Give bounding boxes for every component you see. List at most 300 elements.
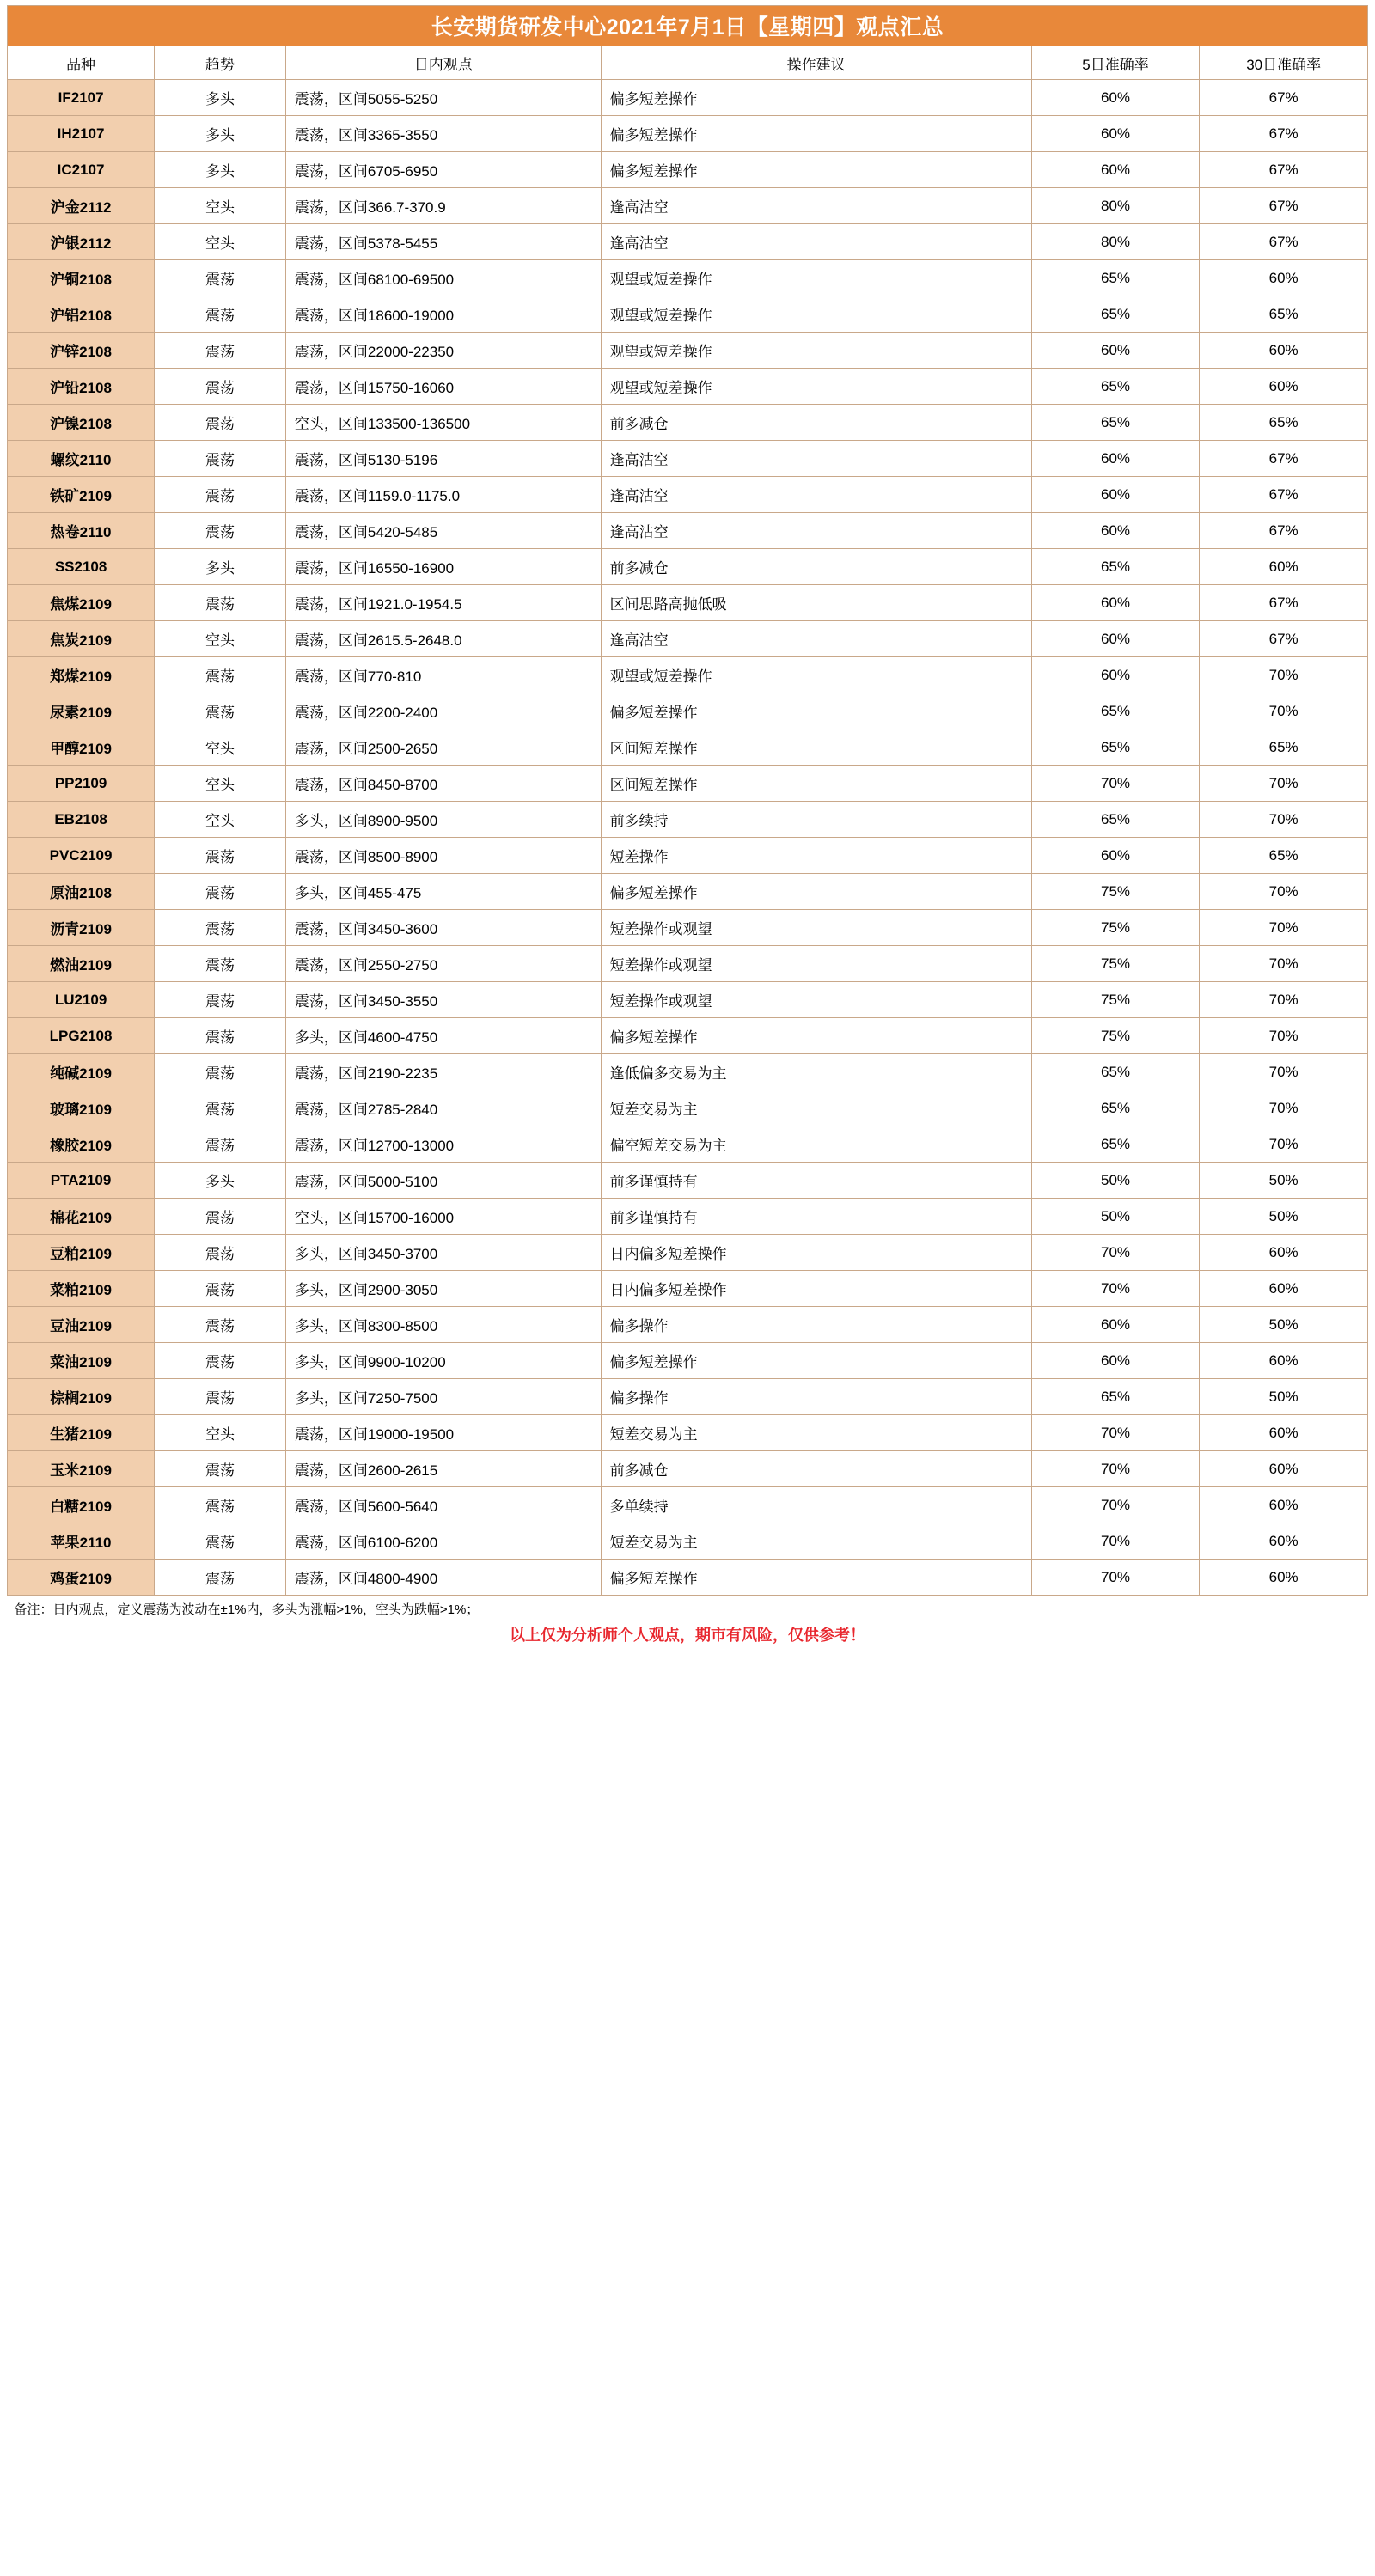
cell-advice: 区间短差操作: [601, 729, 1031, 766]
table-row: [8, 874, 1368, 910]
cell-view: 多头，区间4600-4750: [285, 1018, 601, 1054]
table-row: [8, 838, 1368, 874]
cell-advice: 偏多短差操作: [601, 1343, 1031, 1379]
page-title: 长安期货研发中心2021年7月1日【星期四】观点汇总: [8, 6, 1368, 46]
table-row: [8, 80, 1368, 116]
cell-accuracy-30d: 70%: [1200, 910, 1368, 946]
cell-variety: 螺纹2110: [8, 441, 155, 477]
cell-advice: 偏多操作: [601, 1379, 1031, 1415]
cell-view: 震荡，区间22000-22350: [285, 333, 601, 369]
cell-variety: 燃油2109: [8, 946, 155, 982]
table-row: [8, 946, 1368, 982]
cell-view: 震荡，区间2615.5-2648.0: [285, 621, 601, 657]
cell-view: 空头，区间133500-136500: [285, 405, 601, 441]
cell-advice: 逢高沽空: [601, 224, 1031, 260]
table-row: [8, 585, 1368, 621]
cell-accuracy-5d: 70%: [1031, 1451, 1200, 1487]
cell-accuracy-5d: 70%: [1031, 1487, 1200, 1523]
table-row: [8, 982, 1368, 1018]
cell-trend: 多头: [155, 549, 286, 585]
cell-variety: 纯碱2109: [8, 1054, 155, 1090]
cell-accuracy-30d: 60%: [1200, 1343, 1368, 1379]
cell-accuracy-30d: 70%: [1200, 693, 1368, 729]
cell-view: 震荡，区间2500-2650: [285, 729, 601, 766]
cell-accuracy-30d: 50%: [1200, 1163, 1368, 1199]
table-row: [8, 188, 1368, 224]
table-row: [8, 1560, 1368, 1596]
cell-accuracy-30d: 60%: [1200, 1271, 1368, 1307]
cell-view: 多头，区间7250-7500: [285, 1379, 601, 1415]
cell-variety: 玻璃2109: [8, 1090, 155, 1126]
cell-accuracy-30d: 65%: [1200, 838, 1368, 874]
cell-variety: 棉花2109: [8, 1199, 155, 1235]
cell-accuracy-30d: 60%: [1200, 1523, 1368, 1560]
cell-view: 震荡，区间68100-69500: [285, 260, 601, 296]
cell-accuracy-5d: 75%: [1031, 874, 1200, 910]
table-row: [8, 910, 1368, 946]
cell-accuracy-30d: 50%: [1200, 1379, 1368, 1415]
cell-accuracy-5d: 65%: [1031, 1379, 1200, 1415]
cell-trend: 震荡: [155, 513, 286, 549]
cell-accuracy-5d: 70%: [1031, 1560, 1200, 1596]
cell-view: 多头，区间455-475: [285, 874, 601, 910]
note-row: [8, 1596, 1368, 1622]
table-row: [8, 1379, 1368, 1415]
cell-view: 震荡，区间5420-5485: [285, 513, 601, 549]
cell-trend: 震荡: [155, 1307, 286, 1343]
table-row: [8, 1126, 1368, 1163]
table-row: [8, 549, 1368, 585]
cell-accuracy-5d: 60%: [1031, 80, 1200, 116]
table-row: [8, 513, 1368, 549]
cell-trend: 震荡: [155, 1560, 286, 1596]
cell-variety: IC2107: [8, 152, 155, 188]
cell-view: 震荡，区间19000-19500: [285, 1415, 601, 1451]
table-row: [8, 621, 1368, 657]
cell-view: 震荡，区间2550-2750: [285, 946, 601, 982]
cell-accuracy-30d: 67%: [1200, 441, 1368, 477]
cell-accuracy-30d: 70%: [1200, 802, 1368, 838]
table-row: [8, 224, 1368, 260]
cell-trend: 震荡: [155, 405, 286, 441]
column-header-intraday-view: 日内观点: [285, 46, 601, 80]
cell-variety: 沪铜2108: [8, 260, 155, 296]
cell-accuracy-5d: 65%: [1031, 729, 1200, 766]
cell-variety: EB2108: [8, 802, 155, 838]
cell-advice: 短差交易为主: [601, 1415, 1031, 1451]
cell-accuracy-5d: 60%: [1031, 585, 1200, 621]
cell-advice: 前多减仓: [601, 549, 1031, 585]
cell-advice: 偏多操作: [601, 1307, 1031, 1343]
cell-accuracy-5d: 60%: [1031, 1343, 1200, 1379]
cell-variety: 棕榈2109: [8, 1379, 155, 1415]
table-row: [8, 1415, 1368, 1451]
cell-variety: 豆粕2109: [8, 1235, 155, 1271]
table-row: [8, 152, 1368, 188]
cell-view: 震荡，区间2785-2840: [285, 1090, 601, 1126]
cell-accuracy-30d: 60%: [1200, 1487, 1368, 1523]
table-row: [8, 729, 1368, 766]
cell-accuracy-30d: 67%: [1200, 513, 1368, 549]
table-row: [8, 260, 1368, 296]
cell-trend: 震荡: [155, 1090, 286, 1126]
cell-view: 震荡，区间1921.0-1954.5: [285, 585, 601, 621]
cell-advice: 逢高沽空: [601, 441, 1031, 477]
table-row: [8, 1307, 1368, 1343]
cell-advice: 前多减仓: [601, 1451, 1031, 1487]
cell-variety: 沥青2109: [8, 910, 155, 946]
cell-advice: 前多减仓: [601, 405, 1031, 441]
cell-trend: 震荡: [155, 1235, 286, 1271]
cell-trend: 震荡: [155, 946, 286, 982]
cell-trend: 震荡: [155, 982, 286, 1018]
table-row: [8, 766, 1368, 802]
cell-accuracy-30d: 70%: [1200, 982, 1368, 1018]
cell-accuracy-5d: 70%: [1031, 1235, 1200, 1271]
cell-view: 震荡，区间2200-2400: [285, 693, 601, 729]
column-header-advice: 操作建议: [601, 46, 1031, 80]
cell-accuracy-30d: 65%: [1200, 296, 1368, 333]
cell-trend: 震荡: [155, 333, 286, 369]
cell-view: 震荡，区间1159.0-1175.0: [285, 477, 601, 513]
cell-accuracy-5d: 80%: [1031, 224, 1200, 260]
cell-accuracy-30d: 70%: [1200, 766, 1368, 802]
cell-trend: 震荡: [155, 838, 286, 874]
cell-trend: 震荡: [155, 910, 286, 946]
table-row: [8, 802, 1368, 838]
title-row: [8, 6, 1368, 46]
cell-trend: 空头: [155, 1415, 286, 1451]
cell-accuracy-5d: 65%: [1031, 1054, 1200, 1090]
cell-variety: 沪锌2108: [8, 333, 155, 369]
cell-accuracy-5d: 65%: [1031, 1090, 1200, 1126]
cell-advice: 偏空短差交易为主: [601, 1126, 1031, 1163]
table-row: [8, 693, 1368, 729]
cell-view: 震荡，区间5130-5196: [285, 441, 601, 477]
table-row: [8, 1523, 1368, 1560]
cell-trend: 震荡: [155, 1487, 286, 1523]
cell-advice: 短差操作或观望: [601, 946, 1031, 982]
cell-advice: 观望或短差操作: [601, 296, 1031, 333]
cell-view: 震荡，区间3450-3600: [285, 910, 601, 946]
cell-accuracy-5d: 65%: [1031, 693, 1200, 729]
cell-advice: 观望或短差操作: [601, 333, 1031, 369]
cell-variety: 甲醇2109: [8, 729, 155, 766]
cell-variety: 沪铅2108: [8, 369, 155, 405]
cell-accuracy-5d: 60%: [1031, 838, 1200, 874]
cell-advice: 短差交易为主: [601, 1523, 1031, 1560]
cell-trend: 震荡: [155, 1126, 286, 1163]
cell-accuracy-5d: 60%: [1031, 333, 1200, 369]
cell-accuracy-30d: 50%: [1200, 1307, 1368, 1343]
cell-advice: 偏多短差操作: [601, 874, 1031, 910]
cell-trend: 空头: [155, 729, 286, 766]
cell-variety: 焦煤2109: [8, 585, 155, 621]
cell-advice: 偏多短差操作: [601, 693, 1031, 729]
cell-advice: 偏多短差操作: [601, 1018, 1031, 1054]
cell-variety: IH2107: [8, 116, 155, 152]
disclaimer-row: [8, 1621, 1368, 1647]
cell-trend: 震荡: [155, 1379, 286, 1415]
cell-advice: 逢高沽空: [601, 621, 1031, 657]
cell-view: 多头，区间8300-8500: [285, 1307, 601, 1343]
cell-variety: 沪铝2108: [8, 296, 155, 333]
cell-accuracy-5d: 60%: [1031, 477, 1200, 513]
cell-trend: 震荡: [155, 296, 286, 333]
cell-view: 震荡，区间4800-4900: [285, 1560, 601, 1596]
cell-advice: 偏多短差操作: [601, 152, 1031, 188]
table-row: [8, 1054, 1368, 1090]
cell-advice: 偏多短差操作: [601, 116, 1031, 152]
cell-advice: 观望或短差操作: [601, 260, 1031, 296]
cell-view: 震荡，区间5000-5100: [285, 1163, 601, 1199]
cell-variety: 沪金2112: [8, 188, 155, 224]
cell-advice: 逢高沽空: [601, 188, 1031, 224]
cell-accuracy-5d: 75%: [1031, 946, 1200, 982]
cell-variety: 苹果2110: [8, 1523, 155, 1560]
cell-accuracy-30d: 70%: [1200, 946, 1368, 982]
cell-view: 震荡，区间12700-13000: [285, 1126, 601, 1163]
cell-advice: 区间短差操作: [601, 766, 1031, 802]
cell-trend: 空头: [155, 188, 286, 224]
cell-accuracy-30d: 67%: [1200, 585, 1368, 621]
cell-variety: 郑煤2109: [8, 657, 155, 693]
cell-variety: 沪镍2108: [8, 405, 155, 441]
cell-variety: 尿素2109: [8, 693, 155, 729]
cell-advice: 观望或短差操作: [601, 369, 1031, 405]
table-row: [8, 441, 1368, 477]
cell-accuracy-5d: 50%: [1031, 1163, 1200, 1199]
cell-accuracy-5d: 80%: [1031, 188, 1200, 224]
cell-advice: 短差操作或观望: [601, 910, 1031, 946]
cell-accuracy-30d: 67%: [1200, 477, 1368, 513]
cell-variety: PVC2109: [8, 838, 155, 874]
cell-view: 震荡，区间5378-5455: [285, 224, 601, 260]
cell-view: 震荡，区间770-810: [285, 657, 601, 693]
cell-advice: 日内偏多短差操作: [601, 1271, 1031, 1307]
cell-variety: 豆油2109: [8, 1307, 155, 1343]
cell-trend: 震荡: [155, 1343, 286, 1379]
cell-accuracy-30d: 65%: [1200, 405, 1368, 441]
cell-advice: 前多续持: [601, 802, 1031, 838]
column-header-trend: 趋势: [155, 46, 286, 80]
cell-advice: 逢高沽空: [601, 477, 1031, 513]
cell-accuracy-5d: 60%: [1031, 1307, 1200, 1343]
cell-accuracy-5d: 60%: [1031, 621, 1200, 657]
cell-accuracy-30d: 60%: [1200, 1451, 1368, 1487]
cell-accuracy-5d: 70%: [1031, 1523, 1200, 1560]
table-row: [8, 1090, 1368, 1126]
cell-view: 震荡，区间3365-3550: [285, 116, 601, 152]
cell-variety: 菜粕2109: [8, 1271, 155, 1307]
cell-view: 多头，区间2900-3050: [285, 1271, 601, 1307]
cell-accuracy-30d: 70%: [1200, 657, 1368, 693]
cell-variety: 白糖2109: [8, 1487, 155, 1523]
cell-accuracy-5d: 65%: [1031, 802, 1200, 838]
table-row: [8, 1343, 1368, 1379]
cell-accuracy-5d: 60%: [1031, 152, 1200, 188]
table-row: [8, 405, 1368, 441]
cell-trend: 多头: [155, 1163, 286, 1199]
cell-trend: 震荡: [155, 1523, 286, 1560]
cell-variety: LU2109: [8, 982, 155, 1018]
cell-variety: 鸡蛋2109: [8, 1560, 155, 1596]
table-row: [8, 477, 1368, 513]
table-row: [8, 333, 1368, 369]
cell-trend: 震荡: [155, 441, 286, 477]
cell-accuracy-5d: 75%: [1031, 982, 1200, 1018]
cell-accuracy-30d: 60%: [1200, 1235, 1368, 1271]
cell-trend: 多头: [155, 152, 286, 188]
table-row: [8, 1487, 1368, 1523]
cell-view: 震荡，区间5600-5640: [285, 1487, 601, 1523]
cell-view: 震荡，区间16550-16900: [285, 549, 601, 585]
cell-advice: 逢低偏多交易为主: [601, 1054, 1031, 1090]
cell-trend: 震荡: [155, 260, 286, 296]
cell-variety: IF2107: [8, 80, 155, 116]
cell-trend: 空头: [155, 802, 286, 838]
cell-view: 空头，区间15700-16000: [285, 1199, 601, 1235]
cell-view: 震荡，区间6705-6950: [285, 152, 601, 188]
cell-accuracy-5d: 50%: [1031, 1199, 1200, 1235]
cell-trend: 震荡: [155, 874, 286, 910]
cell-advice: 前多谨慎持有: [601, 1163, 1031, 1199]
cell-trend: 多头: [155, 116, 286, 152]
cell-trend: 震荡: [155, 585, 286, 621]
cell-trend: 震荡: [155, 369, 286, 405]
cell-variety: SS2108: [8, 549, 155, 585]
cell-trend: 空头: [155, 621, 286, 657]
table-row: [8, 1018, 1368, 1054]
cell-trend: 震荡: [155, 657, 286, 693]
cell-trend: 空头: [155, 224, 286, 260]
cell-accuracy-30d: 67%: [1200, 621, 1368, 657]
cell-accuracy-5d: 70%: [1031, 766, 1200, 802]
cell-trend: 震荡: [155, 1271, 286, 1307]
cell-view: 震荡，区间3450-3550: [285, 982, 601, 1018]
table-row: [8, 1271, 1368, 1307]
table-row: [8, 296, 1368, 333]
cell-view: 震荡，区间2600-2615: [285, 1451, 601, 1487]
table-header-row: [8, 46, 1368, 80]
column-header-accuracy-30d: 30日准确率: [1200, 46, 1368, 80]
cell-accuracy-5d: 70%: [1031, 1415, 1200, 1451]
table-row: [8, 1199, 1368, 1235]
cell-view: 多头，区间3450-3700: [285, 1235, 601, 1271]
disclaimer-text: 以上仅为分析师个人观点，期市有风险，仅供参考！: [510, 1627, 865, 1644]
cell-variety: 沪银2112: [8, 224, 155, 260]
cell-advice: 短差交易为主: [601, 1090, 1031, 1126]
summary-table: [7, 5, 1368, 1647]
cell-advice: 日内偏多短差操作: [601, 1235, 1031, 1271]
cell-variety: 焦炭2109: [8, 621, 155, 657]
cell-view: 震荡，区间8450-8700: [285, 766, 601, 802]
table-row: [8, 369, 1368, 405]
cell-accuracy-5d: 60%: [1031, 441, 1200, 477]
cell-accuracy-30d: 60%: [1200, 260, 1368, 296]
cell-variety: 热卷2110: [8, 513, 155, 549]
cell-variety: 玉米2109: [8, 1451, 155, 1487]
cell-view: 震荡，区间8500-8900: [285, 838, 601, 874]
cell-variety: 生猪2109: [8, 1415, 155, 1451]
cell-variety: PP2109: [8, 766, 155, 802]
cell-advice: 前多谨慎持有: [601, 1199, 1031, 1235]
cell-view: 多头，区间9900-10200: [285, 1343, 601, 1379]
cell-view: 震荡，区间15750-16060: [285, 369, 601, 405]
cell-accuracy-5d: 60%: [1031, 657, 1200, 693]
cell-accuracy-5d: 65%: [1031, 549, 1200, 585]
cell-accuracy-5d: 75%: [1031, 910, 1200, 946]
cell-trend: 震荡: [155, 1451, 286, 1487]
cell-view: 震荡，区间6100-6200: [285, 1523, 601, 1560]
cell-view: 多头，区间8900-9500: [285, 802, 601, 838]
cell-accuracy-30d: 70%: [1200, 1090, 1368, 1126]
cell-accuracy-30d: 70%: [1200, 1018, 1368, 1054]
cell-accuracy-30d: 60%: [1200, 1560, 1368, 1596]
cell-accuracy-30d: 67%: [1200, 80, 1368, 116]
cell-accuracy-30d: 60%: [1200, 333, 1368, 369]
footnote-text: 备注：日内观点，定义震荡为波动在±1%内，多头为涨幅>1%，空头为跌幅>1%；: [14, 1602, 480, 1617]
cell-view: 震荡，区间5055-5250: [285, 80, 601, 116]
cell-accuracy-5d: 65%: [1031, 296, 1200, 333]
cell-accuracy-30d: 60%: [1200, 549, 1368, 585]
cell-advice: 偏多短差操作: [601, 1560, 1031, 1596]
cell-accuracy-5d: 65%: [1031, 405, 1200, 441]
cell-advice: 短差操作: [601, 838, 1031, 874]
cell-trend: 震荡: [155, 1199, 286, 1235]
cell-trend: 震荡: [155, 1054, 286, 1090]
cell-trend: 空头: [155, 766, 286, 802]
cell-accuracy-30d: 70%: [1200, 874, 1368, 910]
column-header-accuracy-5d: 5日准确率: [1031, 46, 1200, 80]
column-header-variety: 品种: [8, 46, 155, 80]
cell-accuracy-5d: 65%: [1031, 369, 1200, 405]
cell-accuracy-5d: 70%: [1031, 1271, 1200, 1307]
cell-trend: 震荡: [155, 693, 286, 729]
cell-accuracy-30d: 70%: [1200, 1126, 1368, 1163]
table-row: [8, 657, 1368, 693]
cell-accuracy-30d: 67%: [1200, 224, 1368, 260]
table-row: [8, 1163, 1368, 1199]
cell-variety: 菜油2109: [8, 1343, 155, 1379]
cell-view: 震荡，区间2190-2235: [285, 1054, 601, 1090]
cell-advice: 区间思路高抛低吸: [601, 585, 1031, 621]
cell-accuracy-30d: 67%: [1200, 152, 1368, 188]
cell-advice: 偏多短差操作: [601, 80, 1031, 116]
cell-trend: 震荡: [155, 1018, 286, 1054]
cell-variety: 铁矿2109: [8, 477, 155, 513]
cell-accuracy-5d: 60%: [1031, 116, 1200, 152]
cell-accuracy-30d: 70%: [1200, 1054, 1368, 1090]
table-row: [8, 116, 1368, 152]
cell-accuracy-30d: 67%: [1200, 188, 1368, 224]
cell-accuracy-30d: 67%: [1200, 116, 1368, 152]
cell-accuracy-30d: 65%: [1200, 729, 1368, 766]
cell-advice: 短差操作或观望: [601, 982, 1031, 1018]
cell-variety: LPG2108: [8, 1018, 155, 1054]
cell-trend: 震荡: [155, 477, 286, 513]
cell-view: 震荡，区间18600-19000: [285, 296, 601, 333]
cell-accuracy-5d: 60%: [1031, 513, 1200, 549]
table-row: [8, 1235, 1368, 1271]
cell-accuracy-30d: 60%: [1200, 369, 1368, 405]
cell-view: 震荡，区间366.7-370.9: [285, 188, 601, 224]
table-row: [8, 1451, 1368, 1487]
cell-advice: 多单续持: [601, 1487, 1031, 1523]
cell-accuracy-5d: 65%: [1031, 260, 1200, 296]
cell-variety: 橡胶2109: [8, 1126, 155, 1163]
cell-advice: 逢高沽空: [601, 513, 1031, 549]
